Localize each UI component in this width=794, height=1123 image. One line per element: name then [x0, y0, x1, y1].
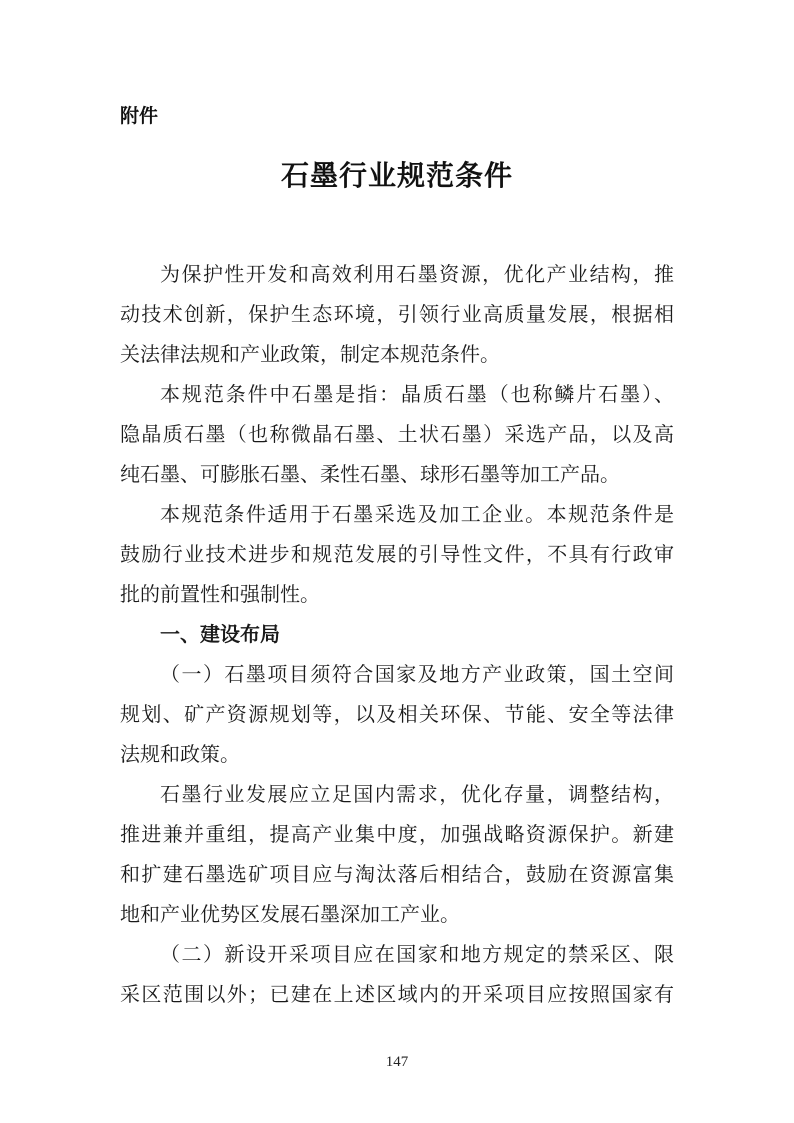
paragraph-line: 和扩建石墨选矿项目应与淘汰落后相结合，鼓励在资源富集 — [120, 862, 674, 886]
paragraph-line: 隐晶质石墨（也称微晶石墨、土状石墨）采选产品，以及高 — [120, 422, 674, 446]
paragraph-line: 鼓励行业技术进步和规范发展的引导性文件，不具有行政审 — [120, 542, 674, 566]
page-number: 147 — [385, 1054, 409, 1070]
paragraph-line: 动技术创新，保护生态环境，引领行业高质量发展，根据相 — [120, 302, 674, 326]
paragraph-line: 推进兼并重组，提高产业集中度，加强战略资源保护。新建 — [120, 822, 674, 846]
paragraph-line: 本规范条件中石墨是指：晶质石墨（也称鳞片石墨）、 — [160, 382, 674, 406]
paragraph-line: 采区范围以外；已建在上述区域内的开采项目应按照国家有 — [120, 982, 674, 1006]
paragraph-line: 纯石墨、可膨胀石墨、柔性石墨、球形石墨等加工产品。 — [120, 462, 620, 486]
paragraph-line: 地和产业优势区发展石墨深加工产业。 — [120, 902, 460, 926]
paragraph-line: （二）新设开采项目应在国家和地方规定的禁采区、限 — [160, 942, 674, 966]
attachment-label: 附件 — [120, 105, 159, 127]
paragraph-line: 规划、矿产资源规划等，以及相关环保、节能、安全等法律 — [120, 702, 674, 726]
paragraph-line: 为保护性开发和高效利用石墨资源，优化产业结构，推 — [160, 262, 674, 286]
paragraph-line: 批的前置性和强制性。 — [120, 582, 320, 606]
paragraph-line: （一）石墨项目须符合国家及地方产业政策，国土空间 — [160, 662, 674, 686]
paragraph-line: 石墨行业发展应立足国内需求，优化存量，调整结构， — [160, 782, 674, 806]
paragraph-line: 关法律法规和产业政策，制定本规范条件。 — [120, 342, 500, 366]
document-title: 石墨行业规范条件 — [280, 159, 513, 192]
section-heading: 一、建设布局 — [160, 622, 280, 646]
paragraph-line: 本规范条件适用于石墨采选及加工企业。本规范条件是 — [160, 502, 674, 526]
paragraph-line: 法规和政策。 — [120, 742, 240, 766]
